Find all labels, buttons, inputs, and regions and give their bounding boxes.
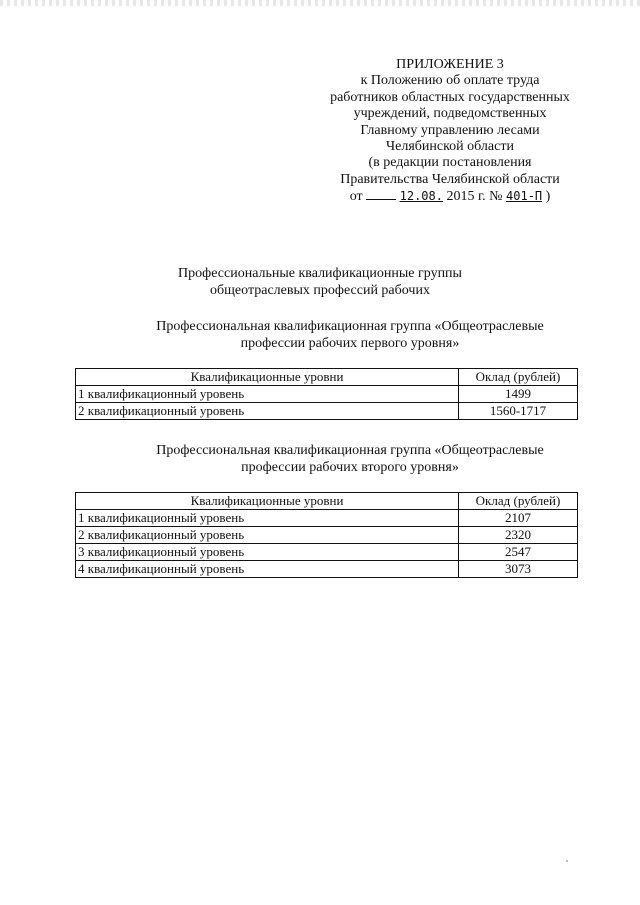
table-header-row [76, 493, 578, 510]
group1-heading [120, 318, 580, 352]
appendix-header [300, 57, 600, 206]
appendix-line: Главному управлению лесами [360, 122, 540, 138]
salary-cell: 1499 [459, 386, 578, 403]
group2-heading-line: Профессиональная квалификационная группа «Общеотраслевые [156, 443, 544, 458]
appendix-line: работников областных государственных [330, 89, 570, 105]
salary-cell: 2547 [459, 544, 578, 561]
column-header-salary: Оклад (рублей) [459, 493, 578, 510]
appendix-line: учреждений, подведомственных [353, 106, 547, 122]
salary-cell: 2320 [459, 527, 578, 544]
group2-table [75, 492, 578, 578]
appendix-line: Правительства Челябинской области [340, 171, 560, 187]
appendix-line: (в редакции постановления [368, 155, 532, 171]
scan-artifact-top [0, 0, 640, 6]
date-year: 2015 г. № [446, 189, 503, 205]
group1-heading-line: Профессиональная квалификационная группа «Общеотраслевые [156, 319, 544, 334]
date-prefix: от [349, 189, 363, 205]
table-row [76, 386, 578, 403]
table-row [76, 403, 578, 420]
group2-heading-line: профессии рабочих второго уровня» [241, 460, 459, 475]
salary-cell: 3073 [459, 561, 578, 578]
group1-heading-line: профессии рабочих первого уровня» [240, 336, 460, 351]
level-cell: 1 квалификационный уровень [76, 510, 459, 527]
appendix-line: к Положению об оплате труда [360, 73, 540, 89]
salary-cell: 1560-1717 [459, 403, 578, 420]
date-day-month: 12.08. [399, 189, 443, 204]
level-cell: 1 квалификационный уровень [76, 386, 459, 403]
salary-cell: 2107 [459, 510, 578, 527]
level-cell: 2 квалификационный уровень [76, 527, 459, 544]
group2-heading [120, 442, 580, 476]
document-heading [0, 265, 640, 299]
column-header-level: Квалификационные уровни [76, 493, 459, 510]
table-row [76, 510, 578, 527]
table-row [76, 544, 578, 561]
table-row [76, 527, 578, 544]
level-cell: 3 квалификационный уровень [76, 544, 459, 561]
close-paren: ) [545, 189, 551, 205]
table-header-row [76, 369, 578, 386]
heading-line: общеотраслевых профессий рабочих [210, 283, 430, 298]
scan-speck [566, 860, 568, 862]
column-header-level: Квалификационные уровни [76, 369, 459, 386]
table-row [76, 561, 578, 578]
date-blank [366, 188, 396, 200]
heading-line: Профессиональные квалификационные группы [178, 266, 462, 281]
appendix-line: Челябинской области [386, 139, 514, 155]
group1-table [75, 368, 578, 420]
appendix-title: ПРИЛОЖЕНИЕ 3 [396, 57, 504, 72]
document-number: 401-П [506, 189, 543, 204]
column-header-salary: Оклад (рублей) [459, 369, 578, 386]
level-cell: 4 квалификационный уровень [76, 561, 459, 578]
appendix-date-line [300, 188, 600, 205]
level-cell: 2 квалификационный уровень [76, 403, 459, 420]
